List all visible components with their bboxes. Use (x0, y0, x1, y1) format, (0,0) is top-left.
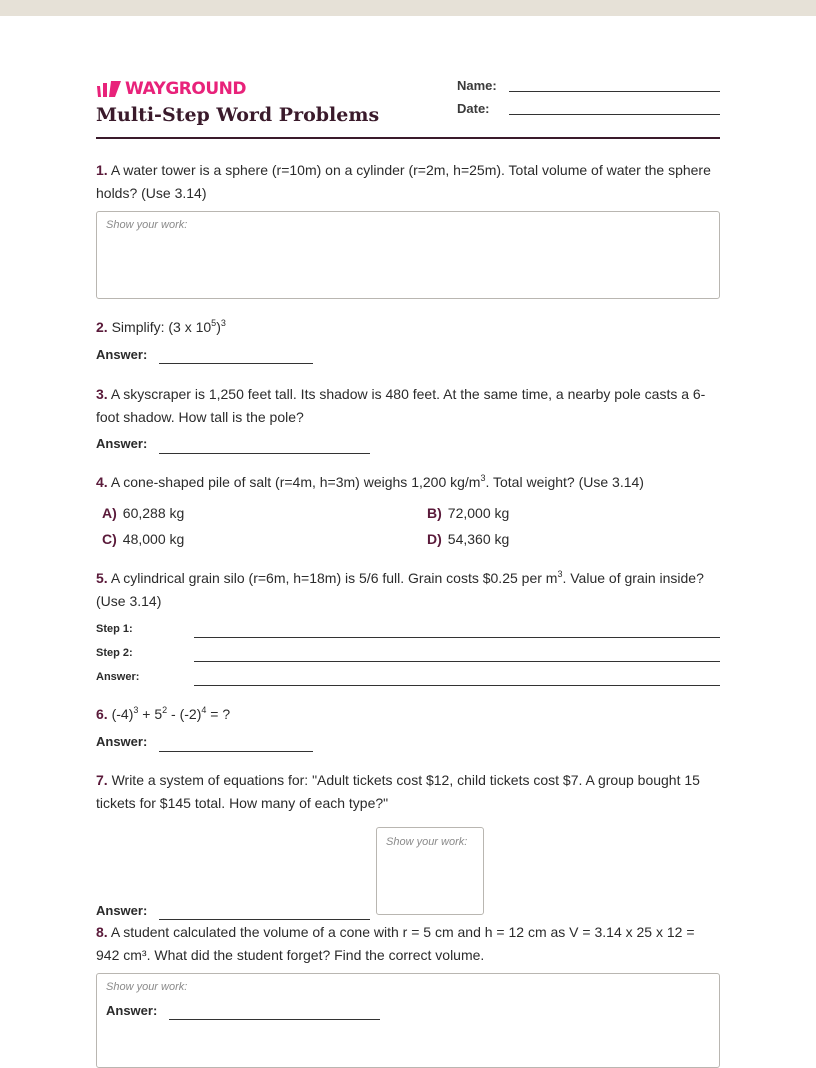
question-text: = ? (206, 706, 231, 722)
exponent: 4 (201, 705, 207, 715)
option-text: 72,000 kg (447, 505, 510, 521)
question-text: A water tower is a sphere (r=10m) on a cylinder (r=2m, h=25m). Total volume of water the sphere holds? (Use 3.14) (96, 162, 711, 201)
work-box-1[interactable] (96, 211, 720, 299)
option-letter: D) (427, 531, 442, 547)
name-label: Name: (457, 78, 497, 93)
question-text: (-4) (111, 706, 134, 722)
show-work-label: Show your work: (386, 836, 468, 848)
show-work-label: Show your work: (106, 981, 188, 993)
exponent: 3 (557, 569, 563, 579)
brand-logo (96, 79, 246, 99)
question-text: A cone-shaped pile of salt (r=4m, h=3m) weighs 1,200 kg/m (110, 474, 481, 490)
option-letter: B) (427, 505, 442, 521)
answer-line-2[interactable] (159, 363, 313, 364)
question-7 (96, 769, 720, 815)
step-2-label: Step 2: (96, 647, 133, 659)
answer-line-6[interactable] (159, 751, 313, 752)
question-text: . Value of grain inside? (Use 3.14) (96, 570, 704, 609)
question-text: + 5 (138, 706, 163, 722)
question-number: 4. (96, 474, 108, 490)
show-work-label: Show your work: (106, 219, 188, 231)
question-number: 1. (96, 162, 108, 178)
question-1 (96, 159, 720, 205)
answer-label: Answer: (96, 436, 148, 451)
answer-line-8[interactable] (169, 1019, 380, 1020)
question-number: 7. (96, 772, 108, 788)
page-top-border (0, 0, 816, 16)
exponent: 3 (133, 705, 139, 715)
exponent: 2 (162, 705, 168, 715)
exponent: 3 (480, 473, 486, 483)
exponent: 3 (220, 318, 226, 328)
option-text: 48,000 kg (122, 531, 185, 547)
question-number: 3. (96, 386, 108, 402)
work-box-8[interactable] (96, 973, 720, 1068)
step-2-line[interactable] (194, 661, 720, 662)
option-text: 60,288 kg (122, 505, 185, 521)
question-number: 5. (96, 570, 108, 586)
question-5 (96, 567, 720, 613)
question-text: . Total weight? (Use 3.14) (485, 474, 644, 490)
question-4 (96, 471, 720, 494)
option-d[interactable] (427, 531, 509, 547)
answer-label: Answer: (106, 1003, 158, 1018)
page-title: Multi-Step Word Problems (96, 104, 380, 126)
option-text: 54,360 kg (447, 531, 510, 547)
option-letter: C) (102, 531, 117, 547)
work-box-7[interactable] (376, 827, 484, 915)
option-letter: A) (102, 505, 117, 521)
question-number: 6. (96, 706, 108, 722)
answer-label: Answer: (96, 903, 148, 918)
option-a[interactable] (102, 505, 184, 521)
answer-line-5[interactable] (194, 685, 720, 686)
question-text: Write a system of equations for: "Adult tickets cost $12, child tickets cost $7. A group bought 15 tickets for $145 total. How many of each type?" (96, 772, 700, 811)
question-3 (96, 383, 720, 429)
answer-label: Answer: (96, 347, 148, 362)
answer-line-7[interactable] (159, 919, 370, 920)
brand-name: WAYGROUND (125, 79, 246, 99)
question-2 (96, 316, 720, 339)
question-8 (96, 921, 720, 967)
question-6 (96, 703, 720, 726)
question-number: 8. (96, 924, 108, 940)
wayground-logo-icon (96, 80, 122, 98)
date-label: Date: (457, 101, 490, 116)
step-1-line[interactable] (194, 637, 720, 638)
answer-label: Answer: (96, 671, 140, 683)
option-c[interactable] (102, 531, 184, 547)
answer-line-3[interactable] (159, 453, 370, 454)
question-text: A cylindrical grain silo (r=6m, h=18m) is 5/6 full. Grain costs $0.25 per m (110, 570, 558, 586)
step-1-label: Step 1: (96, 623, 133, 635)
question-text: A student calculated the volume of a cone with r = 5 cm and h = 12 cm as V = 3.14 x 25 x 12 = 942 cm³. What did the student forget? Find the correct volume. (96, 924, 695, 963)
question-text: Simplify: (3 x 10 (111, 319, 212, 335)
exponent: 5 (211, 318, 217, 328)
header-divider (96, 137, 720, 139)
answer-label: Answer: (96, 734, 148, 749)
question-text: A skyscraper is 1,250 feet tall. Its shadow is 480 feet. At the same time, a nearby pole casts a 6-foot shadow. How tall is the pole? (96, 386, 706, 425)
question-number: 2. (96, 319, 108, 335)
question-text: - (-2) (167, 706, 202, 722)
date-field[interactable] (509, 114, 720, 115)
name-field[interactable] (509, 91, 720, 92)
question-text: ) (216, 319, 221, 335)
option-b[interactable] (427, 505, 509, 521)
